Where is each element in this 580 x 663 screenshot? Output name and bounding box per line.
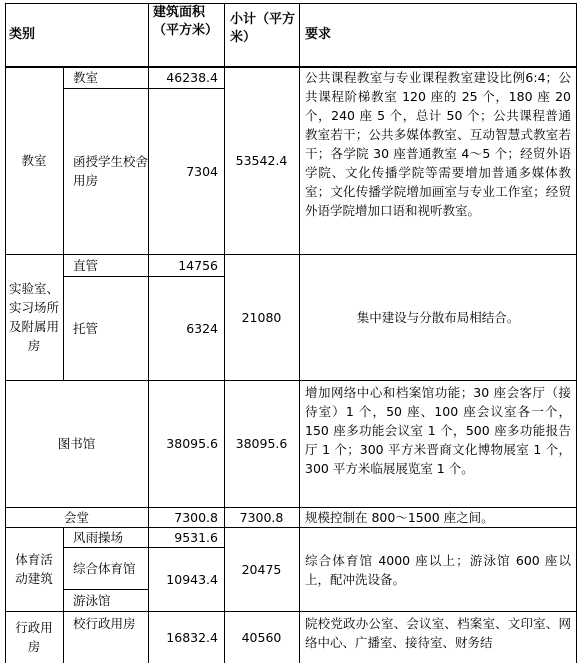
border-gym	[63, 589, 148, 590]
item-gym-pool-area: 10943.4	[166, 571, 218, 587]
requirement-hall: 规模控制在 800～1500 座之间。	[305, 509, 494, 525]
item-sports-field-area: 9531.6	[174, 529, 218, 545]
subtotal-hall: 7300.8	[239, 509, 284, 525]
item-admin-name: 校行政用房	[73, 616, 136, 631]
item-lab-direct-area: 14756	[178, 257, 218, 273]
border-header	[5, 66, 577, 68]
category-classroom: 教室	[21, 153, 47, 168]
category-admin: 行政用房	[15, 620, 53, 654]
requirement-classroom: 公共课程教室与专业课程教室建设比例6:4；公共课程阶梯教室 120 座的 25 个，180 座 20 个，240 座 5 个，总计 50 个；公共课程普通教室若干；公共多媒体教室、互动智慧式教室若干；各学院 30 座普通教室 4～5 个；经贸外语学院、文化传播学院等需要增加普通多媒体教室；文化传播学院增加画室与专业工作室；经贸外语学院增加口语和视听教室。	[305, 70, 571, 218]
requirement-library: 增加网络中心和档案馆功能；30 座会客厅（接待室）1 个，50 座、100 座会议室各一个，150 座多功能会议室 1 个，500 座多功能报告厅 1 个；300 平方米晋商文化博物展室 1 个，300 平方米临展展览室 1 个。	[305, 385, 571, 476]
subtotal-library: 38095.6	[235, 436, 288, 451]
item-classroom-name: 教室	[73, 70, 99, 85]
item-admin-area: 16832.4	[166, 629, 218, 645]
requirement-lab: 集中建设与分散布局相结合。	[356, 309, 520, 325]
border-col-requirement	[299, 3, 300, 663]
border-col-subtotal	[224, 3, 225, 663]
border-col-sub-a	[63, 67, 64, 380]
category-hall: 会堂	[63, 509, 89, 525]
category-library: 图书馆	[57, 436, 96, 451]
border-col-area	[148, 3, 149, 663]
item-classroom-area: 46238.4	[166, 70, 218, 85]
border-sports	[5, 611, 577, 612]
requirement-admin: 院校党政办公室、会议室、档案室、文印室、网络中心、广播室、接待室、财务结	[305, 616, 571, 650]
item-pool-name: 游泳馆	[73, 592, 111, 608]
border-sports-field	[63, 547, 224, 548]
subtotal-sports: 20475	[241, 561, 282, 577]
border-lab	[5, 380, 577, 381]
subtotal-classroom: 53542.4	[235, 153, 288, 168]
border-library	[5, 507, 577, 508]
border-col-sub-b	[63, 527, 64, 663]
border-top	[5, 3, 577, 4]
item-lab-trust-area: 6324	[186, 320, 218, 336]
building-area-table	[5, 3, 577, 663]
item-sports-field-name: 风雨操场	[73, 529, 124, 545]
item-lab-trust-name: 托管	[73, 320, 99, 336]
border-right	[576, 3, 577, 663]
subtotal-admin: 40560	[241, 629, 282, 645]
header-requirement: 要求	[305, 27, 332, 42]
border-left	[5, 3, 6, 663]
category-sports: 体育活动建筑	[15, 552, 53, 586]
header-area: 建筑面积（平方米）	[153, 5, 219, 38]
border-hall	[5, 527, 577, 528]
subtotal-lab: 21080	[241, 309, 282, 325]
item-correspondence-area: 7304	[186, 163, 218, 179]
category-lab: 实验室、实习场所及附属用房	[9, 281, 60, 353]
item-correspondence-name: 函授学生校舍用房	[73, 154, 149, 188]
area-hall: 7300.8	[174, 509, 218, 525]
header-category: 类别	[9, 27, 36, 42]
requirement-sports-text: 综合体育馆 4000 座以上；游泳馆 600 座以上，配冲洗设备。	[305, 552, 571, 587]
border-classroom	[5, 254, 577, 255]
border-lab-item	[63, 276, 224, 277]
item-lab-direct-name: 直管	[73, 257, 99, 273]
requirement-sports	[299, 527, 577, 611]
header-subtotal: 小计（平方米）	[230, 12, 296, 45]
item-gym-name: 综合体育馆	[73, 560, 136, 576]
area-library: 38095.6	[166, 436, 218, 451]
border-classroom-item	[63, 88, 224, 89]
